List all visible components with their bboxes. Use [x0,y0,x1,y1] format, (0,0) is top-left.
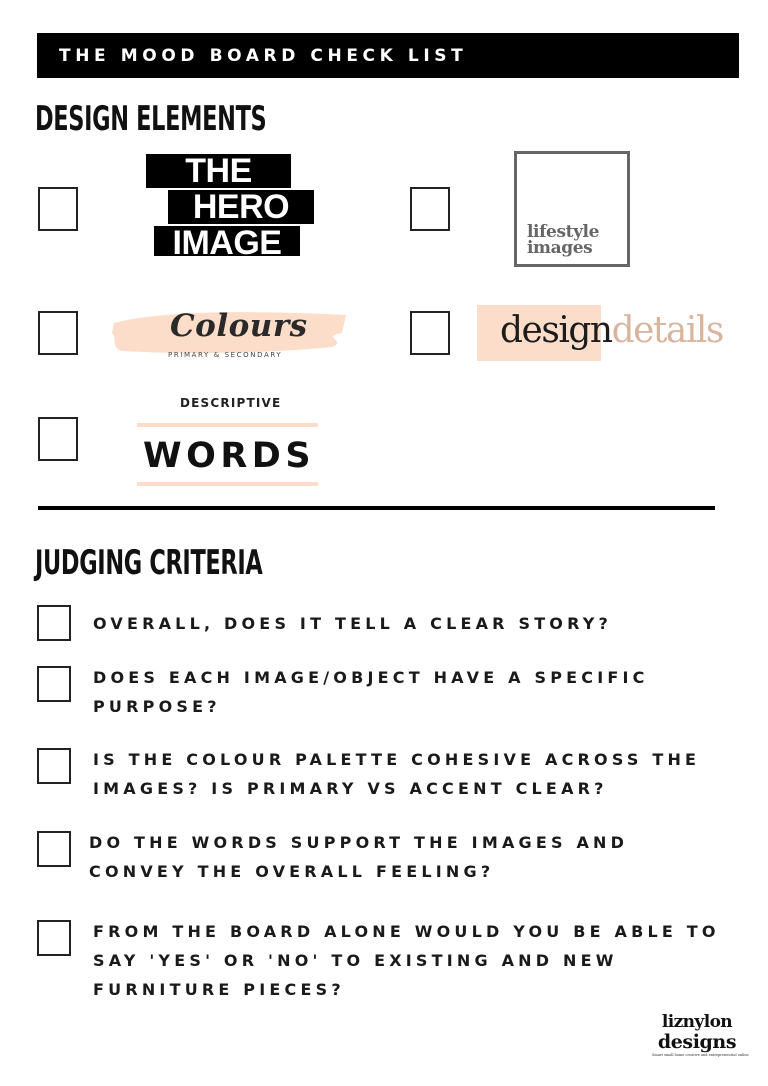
criteria-checkbox-3[interactable] [37,748,71,784]
hero-image-logo [146,154,316,258]
criteria-checkbox-5[interactable] [37,920,71,956]
colours-title: Colours [170,308,308,344]
design-elements-heading: DESIGN ELEMENTS [35,99,267,139]
criteria-5-line-1: FROM THE BOARD ALONE WOULD YOU BE ABLE TO [93,922,720,941]
colours-subtitle: PRIMARY & SECONDARY [168,351,283,359]
criteria-3-line-2: IMAGES? IS PRIMARY VS ACCENT CLEAR? [93,779,608,798]
design-details-logo [500,309,723,353]
hero-line-2: HERO [168,190,314,224]
criteria-5-line-2: SAY 'YES' OR 'NO' TO EXISTING AND NEW [93,951,618,970]
descriptive-top-line [137,423,318,427]
brand-line-1: liznylon [661,1012,733,1032]
lifestyle-line-1: lifestyle [527,222,600,242]
criteria-item-4 [89,828,628,886]
criteria-item-2 [93,663,649,721]
criteria-2-line-2: PURPOSE? [93,697,221,716]
brand-logo [652,1012,749,1058]
judging-criteria-heading: JUDGING CRITERIA [35,543,263,583]
lifestyle-images-checkbox[interactable] [410,187,450,231]
descriptive-words-checkbox[interactable] [38,417,78,461]
design-details-checkbox[interactable] [410,311,450,355]
criteria-1-line-1: OVERALL, DOES IT TELL A CLEAR STORY? [93,614,613,633]
section-divider [38,506,715,510]
descriptive-label: DESCRIPTIVE [180,396,282,410]
criteria-3-line-1: IS THE COLOUR PALETTE COHESIVE ACROSS THE [93,750,701,769]
page-title: THE MOOD BOARD CHECK LIST [59,45,468,66]
hero-image-checkbox[interactable] [38,187,78,231]
brand-line-2: designs [657,1031,737,1053]
colours-checkbox[interactable] [38,311,78,355]
header-bar [37,33,739,78]
criteria-checkbox-2[interactable] [37,666,71,702]
criteria-4-line-1: DO THE WORDS SUPPORT THE IMAGES AND [89,833,629,852]
criteria-item-1 [93,609,612,638]
hero-line-1: THE [146,154,291,188]
criteria-item-3 [93,745,700,803]
criteria-2-line-1: DOES EACH IMAGE/OBJECT HAVE A SPECIFIC [93,668,649,687]
lifestyle-line-2: images [527,238,593,258]
design-details-part1: design [500,310,612,351]
descriptive-bottom-line [137,482,318,486]
lifestyle-images-logo [514,151,630,267]
design-details-part2: details [611,310,723,351]
criteria-item-5 [93,917,720,1004]
criteria-5-line-3: FURNITURE PIECES? [93,980,345,999]
criteria-4-line-2: CONVEY THE OVERALL FEELING? [89,862,495,881]
criteria-checkbox-1[interactable] [37,605,71,641]
brand-tagline: Smart small home creative and entrepreneurial online [652,1053,749,1057]
hero-line-3: IMAGE [154,226,300,256]
criteria-checkbox-4[interactable] [37,831,71,867]
words-title: WORDS [143,436,316,476]
lifestyle-images-text [527,224,599,256]
